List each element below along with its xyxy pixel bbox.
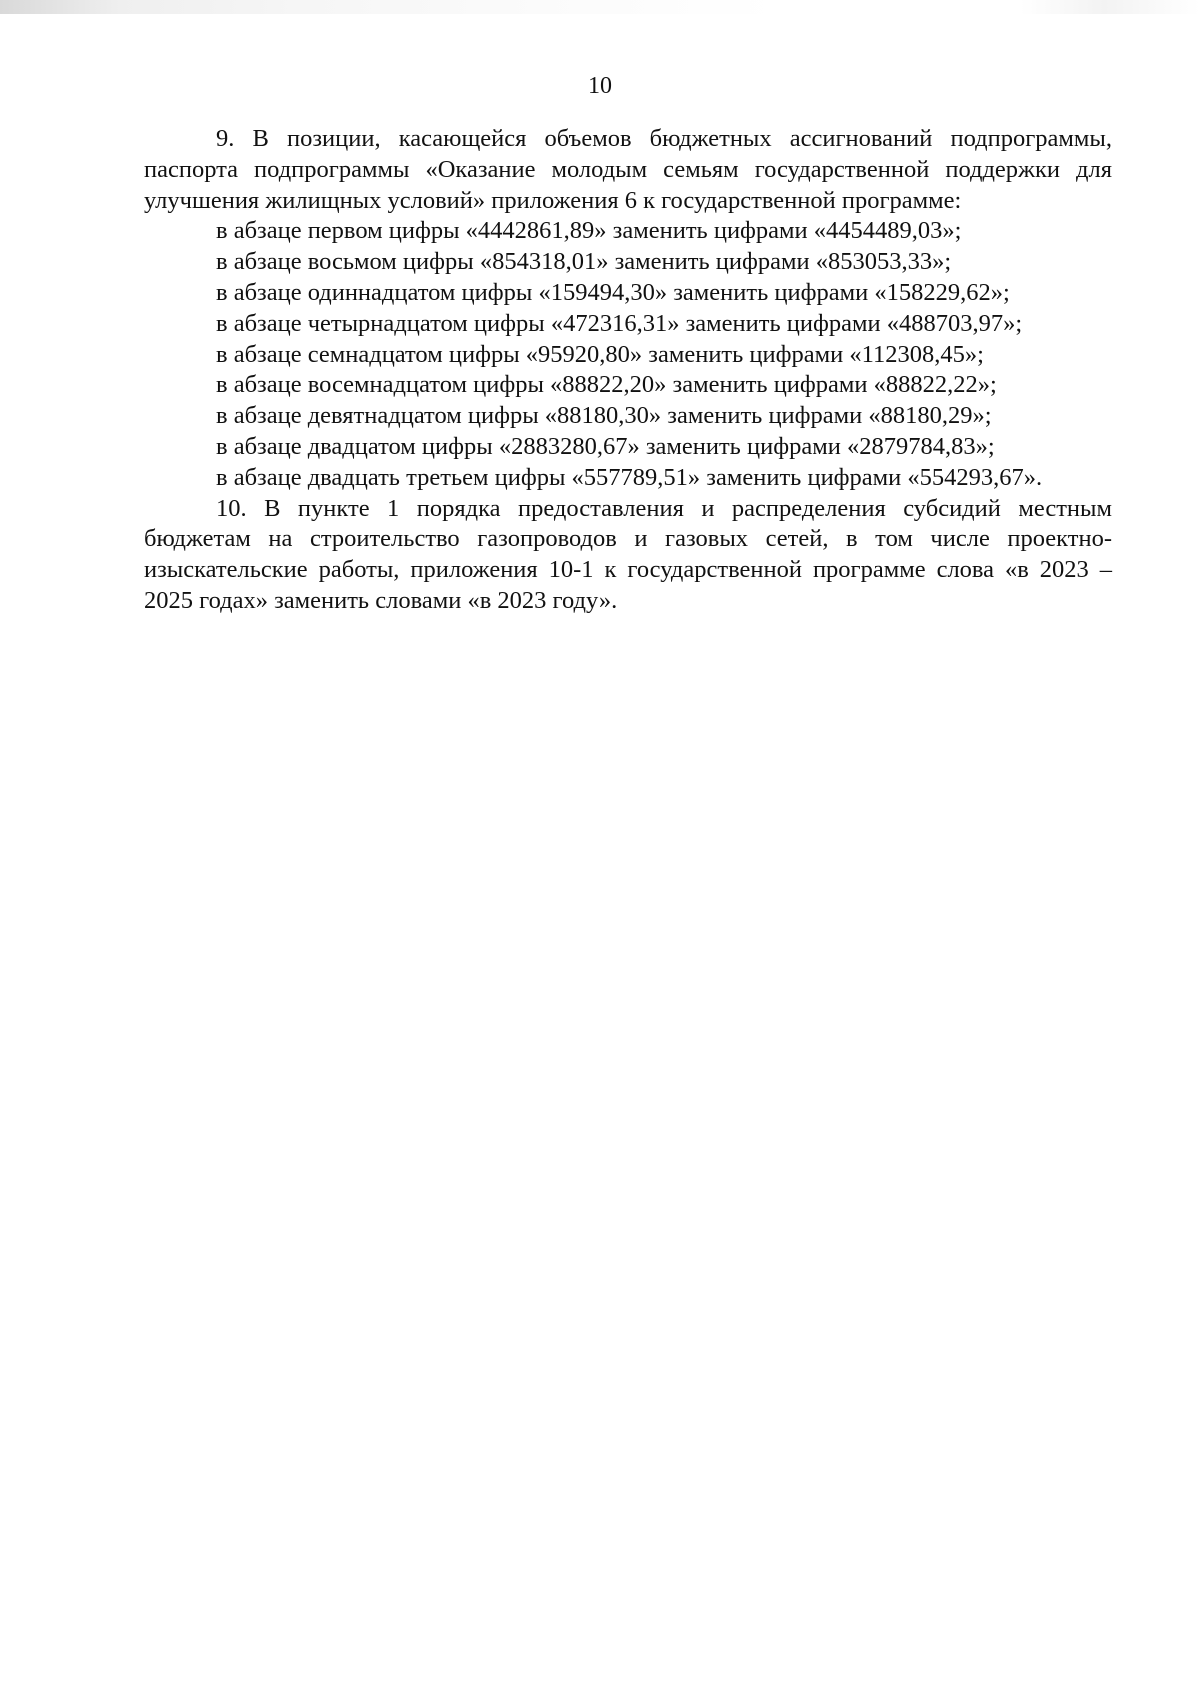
amendment-line: в абзаце восемнадцатом цифры «88822,20» заменить цифрами «88822,22»; xyxy=(216,371,997,399)
amendment-line: в абзаце девятнадцатом цифры «88180,30» заменить цифрами «88180,29»; xyxy=(216,402,992,430)
amendment-line: в абзаце восьмом цифры «854318,01» заменить цифрами «853053,33»; xyxy=(216,248,952,276)
amendment-line: в абзаце семнадцатом цифры «95920,80» заменить цифрами «112308,45»; xyxy=(216,340,984,368)
paragraph-10: 10. В пункте 1 порядка предоставления и распределения субсидий местным бюджетам на строительство газопроводов и газовых сетей, в том числе проектно-изыскательские работы, приложения 10-1 к государственной программе слова «в 2023 – 2025 годах» заменить словами «в 2023 году». xyxy=(144,494,1112,614)
amendment-line: в абзаце двадцатом цифры «2883280,67» заменить цифрами «2879784,83»; xyxy=(216,432,995,460)
amendment-line: в абзаце двадцать третьем цифры «557789,51» заменить цифрами «554293,67». xyxy=(216,463,1043,491)
amendment-line: в абзаце одиннадцатом цифры «159494,30» заменить цифрами «158229,62»; xyxy=(216,278,1010,306)
amendment-line: в абзаце четырнадцатом цифры «472316,31» заменить цифрами «488703,97»; xyxy=(216,309,1023,337)
scan-edge xyxy=(0,0,1200,14)
paragraph-9: 9. В позиции, касающейся объемов бюджетных ассигнований подпрограммы, паспорта подпрограммы «Оказание молодым семьям государственной поддержки для улучшения жилищных условий» приложения 6 к государственной программе: xyxy=(144,125,1112,214)
amendment-line: в абзаце первом цифры «4442861,89» заменить цифрами «4454489,03»; xyxy=(216,217,962,245)
page-number: 10 xyxy=(588,73,612,99)
document-body xyxy=(144,124,1112,617)
